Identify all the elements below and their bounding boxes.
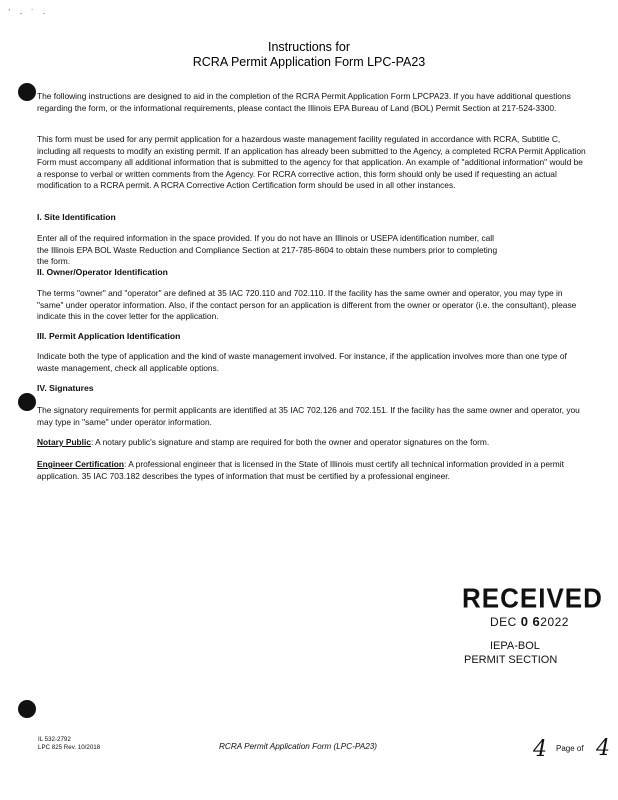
stamp-date-month: DEC <box>490 615 517 629</box>
permit-application-text: Indicate both the type of application and the kind of waste management involved. For instance, if the application involves more than one type of waste management, check all applicable options. <box>37 351 567 373</box>
engineer-certification-text: : A professional engineer that is licensed in the State of Illinois must certify all technical information provided in a permit application. 35 IAC 703.182 describes the types of information that must be certified by a professional engineer. <box>37 459 564 481</box>
stamp-date-year: 2022 <box>540 615 569 629</box>
notary-public-text: : A notary public's signature and stamp are required for both the owner and operator signatures on the form. <box>90 437 490 447</box>
owner-operator-text: The terms "owner" and "operator" are defined at 35 IAC 720.110 and 702.110. If the facility has the same owner and operator, you may type in "same" under operator information. Also, if the contact person for an application is different from the owner or operator (i.e. the consultant), please indicate this in the cover letter for the application. <box>37 288 577 322</box>
owner-operator-heading: II. Owner/Operator Identification <box>37 267 168 277</box>
permit-application-heading: III. Permit Application Identification <box>37 331 181 341</box>
engineer-certification-paragraph <box>37 459 589 482</box>
footer-page-label: Page of <box>556 744 584 753</box>
handwritten-page-total: 4 <box>596 736 610 761</box>
footer-code-1: IL 532-2792 <box>38 736 71 743</box>
stamp-agency-line: IEPA-BOL <box>490 640 540 652</box>
intro-paragraph-1: The following instructions are designed to aid in the completion of the RCRA Permit Application Form LPCPA23. If you have additional questions regarding the form, or the informational requirements, please contact the Illinois EPA Bureau of Land (BOL) Permit Section at 217-524-3300. <box>37 91 571 113</box>
engineer-certification-label: Engineer Certification <box>37 459 125 469</box>
received-stamp: RECEIVED <box>462 582 603 614</box>
intro-paragraph-2: This form must be used for any permit application for a hazardous waste management facility regulated in accordance with RCRA, Subtitle C, including all requests to modify an existing permit. If an application has already been submitted to the Agency, a completed RCRA Permit Application Form must accompany all additional information that is submitted to the agency for that application. An example of "additional information" would be a response to verbal or written comments from the Agency. For RCRA corrective action, this form should only be used if requesting an actual modification to a RCRA permit. A RCRA Corrective Action Certification form should be used in all other instances. <box>37 134 586 191</box>
footer-code-2: LPC 825 Rev. 10/2018 <box>38 744 101 751</box>
punch-hole-middle <box>18 393 36 411</box>
stamp-date-day: 0 6 <box>520 614 541 629</box>
notary-public-label: Notary Public <box>37 437 91 447</box>
site-identification-heading: I. Site Identification <box>37 212 116 222</box>
footer-form-name: RCRA Permit Application Form (LPC-PA23) <box>219 742 378 751</box>
notary-public-paragraph <box>37 437 589 449</box>
signatures-text: The signatory requirements for permit applicants are identified at 35 IAC 702.126 and 702.151. If the facility has the same owner and operator, you may type in "same" under operator information. <box>37 405 580 427</box>
punch-hole-bottom <box>18 700 36 718</box>
stamp-section-line: PERMIT SECTION <box>464 654 558 666</box>
page-title-line1: Instructions for <box>268 40 350 54</box>
scan-specks: ˋ · ˙ · <box>8 8 49 18</box>
site-identification-text: Enter all of the required information in the space provided. If you do not have an Illinois or USEPA identification number, call the Illinois EPA BOL Waste Reduction and Compliance Section at 217-785-8604 to obtain these numbers prior to completing the form. <box>37 233 498 267</box>
punch-hole-top <box>18 83 36 101</box>
handwritten-page-number: 4 <box>533 737 547 762</box>
page-title-line2: RCRA Permit Application Form LPC-PA23 <box>192 55 426 69</box>
received-stamp-date <box>490 614 569 629</box>
signatures-heading: IV. Signatures <box>37 383 94 393</box>
footer-form-codes <box>38 736 100 752</box>
